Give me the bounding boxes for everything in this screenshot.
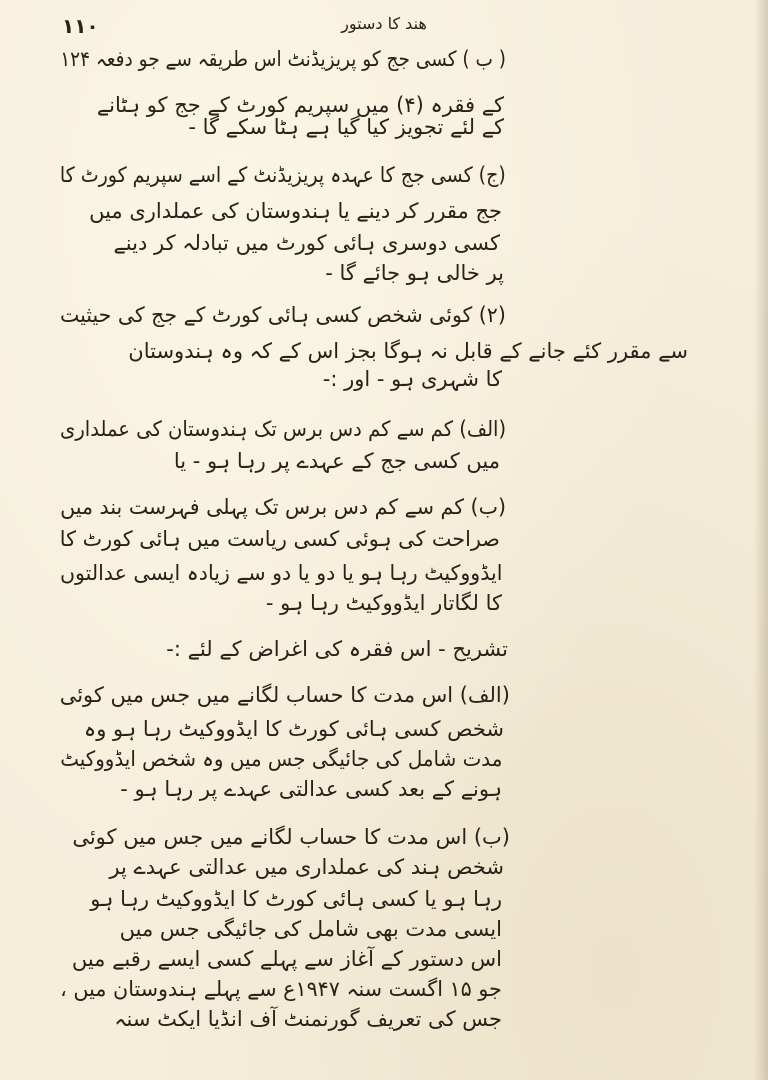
text-line: جس کی تعریف گورنمنٹ آف انڈیا ایکٹ سنہ: [114, 1007, 502, 1031]
text-line: صراحت کی ہوئی کسی ریاست میں ہائی کورٹ کا: [59, 527, 500, 551]
text-line: (ب) کم سے کم دس برس تک پہلی فہرست بند میں: [60, 495, 506, 519]
text-line: (۲) کوئی شخص کسی ہائی کورٹ کے جج کی حیثیت: [60, 303, 506, 327]
text-line: اس دستور کے آغاز سے پہلے کسی ایسے رقبے میں: [71, 947, 502, 971]
text-line: (ج) کسی جج کا عہدہ پریزیڈنٹ کے اسے سپریم کورٹ کا: [60, 163, 506, 187]
text-line: کے فقرہ (۴) میں سپریم کورٹ کے جج کو ہٹانے: [96, 93, 504, 117]
text-line: (الف) اس مدت کا حساب لگانے میں جس میں کوئی: [59, 683, 510, 707]
text-line: سے مقرر کئے جانے کے قابل نہ ہوگا بجز اس کے کہ وہ ہندوستان: [128, 339, 688, 363]
text-line: کا لگاتار ایڈووکیٹ رہا ہو -: [265, 591, 502, 615]
explanation-heading: تشریح - اس فقرہ کی اغراض کے لئے :-: [166, 637, 508, 661]
page-edge-shadow: [754, 0, 768, 1080]
text-line: میں کسی جج کے عہدے پر رہا ہو - یا: [173, 449, 500, 473]
text-line: ایڈووکیٹ رہا ہو یا دو یا دو سے زیادہ ایسی عدالتوں: [59, 561, 502, 585]
text-line: ایسی مدت بھی شامل کی جائیگی جس میں: [119, 917, 502, 941]
text-line: ( ب ) کسی جج کو پریزیڈنٹ اس طریقہ سے جو دفعہ ۱۲۴: [60, 47, 506, 71]
page-number: ۱۱۰: [62, 14, 99, 38]
text-line: شخص کسی ہائی کورٹ کا ایڈووکیٹ رہا ہو وہ: [83, 717, 504, 741]
text-line: (ب) اس مدت کا حساب لگانے میں جس میں کوئی: [72, 825, 510, 849]
text-line: شخص ہند کی عملداری میں عدالتی عہدے پر: [109, 855, 504, 879]
text-line: جج مقرر کر دینے یا ہندوستان کی عملداری میں: [89, 199, 502, 223]
text-line: کسی دوسری ہائی کورٹ میں تبادلہ کر دینے: [113, 231, 500, 255]
text-line: ہونے کے بعد کسی عدالتی عہدے پر رہا ہو -: [120, 777, 502, 801]
text-line: کا شہری ہو - اور :-: [322, 367, 502, 391]
text-line: پر خالی ہو جائے گا -: [325, 261, 504, 285]
text-line: مدت شامل کی جائیگی جس میں وہ شخص ایڈووکیٹ: [59, 747, 502, 771]
text-line: جو ۱۵ اگست سنہ ۱۹۴۷ع سے پہلے ہندوستان میں ،: [60, 977, 502, 1001]
text-line: رہا ہو یا کسی ہائی کورٹ کا ایڈووکیٹ رہا ہو: [90, 887, 502, 911]
text-line: (الف) کم سے کم دس برس تک ہندوستان کی عملداری: [59, 417, 506, 441]
text-line: کے لئے تجویز کیا گیا ہے ہٹا سکے گا -: [188, 115, 504, 139]
running-head: ھند کا دستور: [341, 14, 427, 33]
